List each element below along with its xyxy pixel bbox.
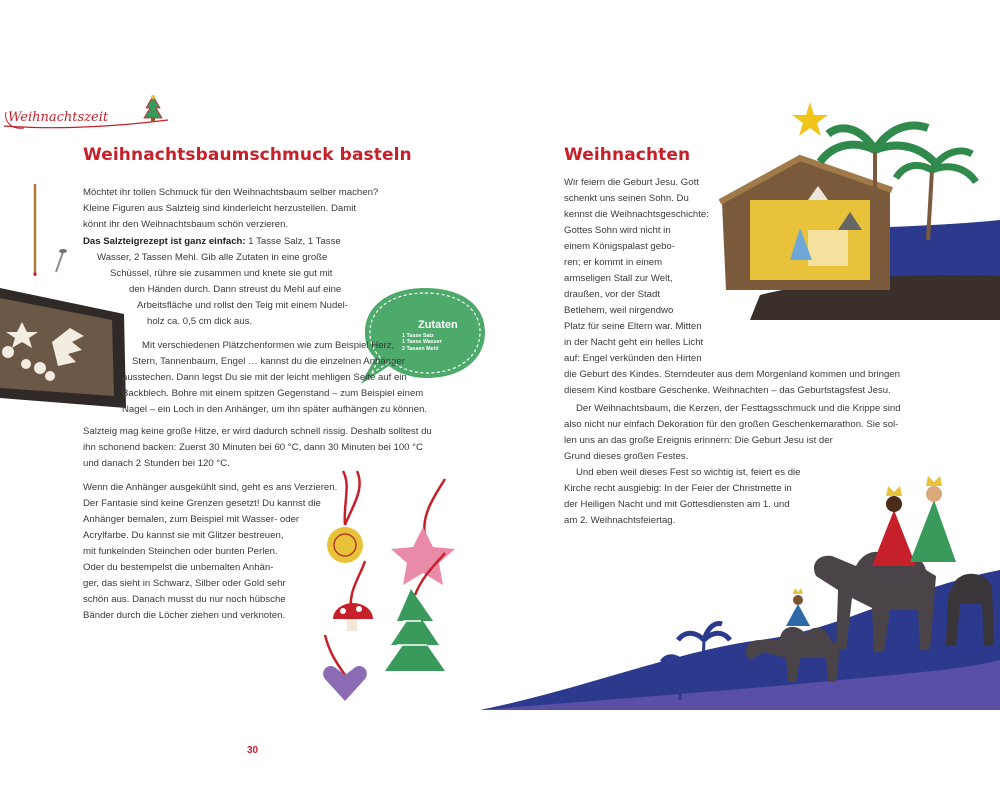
small-palm: [678, 624, 730, 640]
text-line: armseligen Stall zur Welt,: [564, 273, 673, 284]
text-line: ihn schonend backen: Zuerst 30 Minuten bei 60 °C, dann 30 Minuten bei 100 °C: [83, 442, 423, 453]
text-line: auf: Engel verkünden den Hirten: [564, 353, 702, 364]
book-spread: [0, 90, 1000, 756]
intro-paragraph: [83, 185, 378, 233]
shapes-paragraph-cont: [122, 402, 427, 418]
recipe-paragraph-cont: [137, 298, 348, 314]
text-line: Oder du bestempelst die unbemalten Anhän-: [83, 562, 274, 573]
decorating-paragraph: [83, 480, 337, 624]
king-red: [872, 510, 916, 566]
text-line: Bänder durch die Löcher ziehen und verknoten.: [83, 610, 286, 621]
ingredient-item: 2 Tassen Mehl: [402, 345, 439, 352]
text-line: ren; er kommt in einem: [564, 257, 663, 268]
ornaments-illustration: [305, 465, 500, 705]
text-line: Kirche recht ausgiebig: In der Feier der Christmette in: [564, 483, 792, 494]
text-line: [83, 234, 341, 250]
text-line: Wir feiern die Geburt Jesu. Gott: [564, 177, 699, 188]
text-line: ausstechen. Dann legst Du sie mit der leicht mehligen Seite auf ein: [122, 372, 407, 383]
text-line: kennst die Weihnachtsgeschichte:: [564, 209, 709, 220]
ingredient-item: 1 Tasse Salz: [402, 333, 434, 339]
text-line: len uns an das große Ereignis erinnern: Die Geburt Jesu ist der: [564, 435, 833, 446]
recipe-lead: Das Salzteigrezept ist ganz einfach:: [83, 236, 246, 247]
text-line: Mit verschiedenen Plätzchenformen wie zum Beispiel Herz,: [142, 340, 395, 351]
text-line: Wenn die Anhänger ausgekühlt sind, geht es ans Verzieren.: [83, 482, 338, 493]
text-line: Nagel – ein Loch in den Anhänger, um ihn später aufhängen zu können.: [122, 404, 428, 415]
palm-leaves: [820, 126, 936, 164]
text-line: Kleine Figuren aus Salzteig sind kinderleicht herzustellen. Damit: [83, 203, 357, 214]
text-line: Gottes Sohn wird nicht in: [564, 225, 671, 236]
section-kicker: Weihnachtszeit: [8, 110, 109, 125]
text-line: in der Nacht geht ein helles Licht: [564, 337, 704, 348]
text-line: Betlehem, weil nirgendwo: [564, 305, 674, 316]
text-line: Salzteig mag keine große Hitze, er wird dadurch schnell rissig. Deshalb solltest du: [83, 426, 432, 437]
text-line: mit funkelnden Steinchen oder bunten Perlen.: [83, 546, 278, 557]
page-number: 30: [247, 745, 259, 756]
recipe-paragraph-cont: [110, 266, 332, 282]
text-line: Acrylfarbe. Du kannst sie mit Glitzer bestreuen,: [83, 530, 284, 541]
text-line: der Heiligen Nacht und mit Gottesdiensten am 1. und: [564, 499, 790, 510]
mushroom-ornament: [333, 603, 373, 619]
recipe-first-line: 1 Tasse Salz, 1 Tasse: [245, 236, 341, 247]
nail-icon: [56, 252, 63, 272]
text-line: Schüssel, rühre sie zusammen und knete sie gut mit: [110, 268, 333, 279]
recipe-paragraph-cont: [97, 250, 327, 266]
ingredient-item: 1 Tasse Wasser: [402, 339, 442, 346]
text-line: Möchtet ihr tollen Schmuck für den Weihnachtsbaum selber machen?: [83, 187, 379, 198]
text-line: den Händen durch. Dann streust du Mehl auf eine: [129, 284, 342, 295]
text-line: Der Fantasie sind keine Grenzen gesetzt! Du kannst die: [83, 498, 321, 509]
left-page-title: Weihnachtsbaumschmuck basteln: [83, 145, 412, 165]
text-line: Anhänger bemalen, zum Beispiel mit Wasser- oder: [83, 514, 300, 525]
ingredients-title: Zutaten: [418, 319, 458, 331]
tools-illustration: [25, 180, 75, 280]
shapes-paragraph-cont: [122, 370, 407, 386]
text-line: und danach 2 Stunden bei 120 °C.: [83, 458, 230, 469]
recipe-paragraph-cont: [129, 282, 341, 298]
text-line: also nicht nur einfach Dekoration für den großen Geschenkemarathon. Sie sol-: [564, 419, 899, 430]
recipe-paragraph: [83, 234, 341, 250]
text-line: am 2. Weihnachtsfeiertag.: [564, 515, 676, 526]
text-line: könnt ihr den Weihnachtsbaum schön verzieren.: [83, 219, 289, 230]
shapes-paragraph-cont: [132, 354, 405, 370]
text-line: Wasser, 2 Tassen Mehl. Gib alle Zutaten in eine große: [97, 252, 328, 263]
text-line: Arbeitsfläche und rollst den Teig mit einem Nudel-: [137, 300, 348, 311]
text-line: diesem Kind kostbare Geschenke. Weihnachten – das Geburtstagsfest Jesu.: [564, 385, 891, 396]
shapes-paragraph-cont: [122, 386, 423, 402]
star-ornament: [391, 527, 455, 585]
text-line: Und eben weil dieses Fest so wichtig ist, feiert es die: [576, 467, 801, 478]
king-blue: [786, 604, 810, 626]
ingredients-list: [402, 333, 442, 352]
text-line: einem Königspalast gebo-: [564, 241, 675, 252]
star-icon: [790, 100, 830, 138]
text-line: schön aus. Danach musst du nur noch hübsche: [83, 594, 286, 605]
body-paragraph: [564, 175, 900, 399]
text-line: Platz für seine Eltern war. Mitten: [564, 321, 702, 332]
three-kings-illustration: [480, 390, 1000, 710]
text-line: Grund dieses großen Festes.: [564, 451, 689, 462]
king-green: [910, 500, 956, 562]
text-line: Der Weihnachtsbaum, die Kerzen, der Festtagsschmuck und die Krippe sind: [576, 403, 901, 414]
heart-ornament: [323, 666, 367, 701]
text-line: schenkt uns seinen Sohn. Du: [564, 193, 689, 204]
tree-ornament-icon: [140, 94, 166, 124]
text-line: draußen, vor der Stadt: [564, 289, 660, 300]
recipe-paragraph-cont: [147, 314, 252, 330]
text-line: die Geburt des Kindes. Sterndeuter aus dem Morgenland kommen und bringen: [564, 369, 900, 380]
text-line: holz ca. 0,5 cm dick aus.: [147, 316, 253, 327]
tree-ornament: [385, 589, 445, 671]
text-line: ger, das sieht in Schwarz, Silber oder Gold sehr: [83, 578, 286, 589]
shapes-paragraph: [142, 338, 394, 354]
gold-ornament: [327, 527, 363, 563]
right-page-title: Weihnachten: [564, 145, 691, 165]
text-line: Stern, Tannenbaum, Engel … kannst du die einzelnen Anhänger: [132, 356, 405, 367]
baking-tray-illustration: [0, 280, 140, 415]
text-line: Backblech. Bohre mit einem spitzen Gegenstand – zum Beispiel einem: [122, 388, 424, 399]
